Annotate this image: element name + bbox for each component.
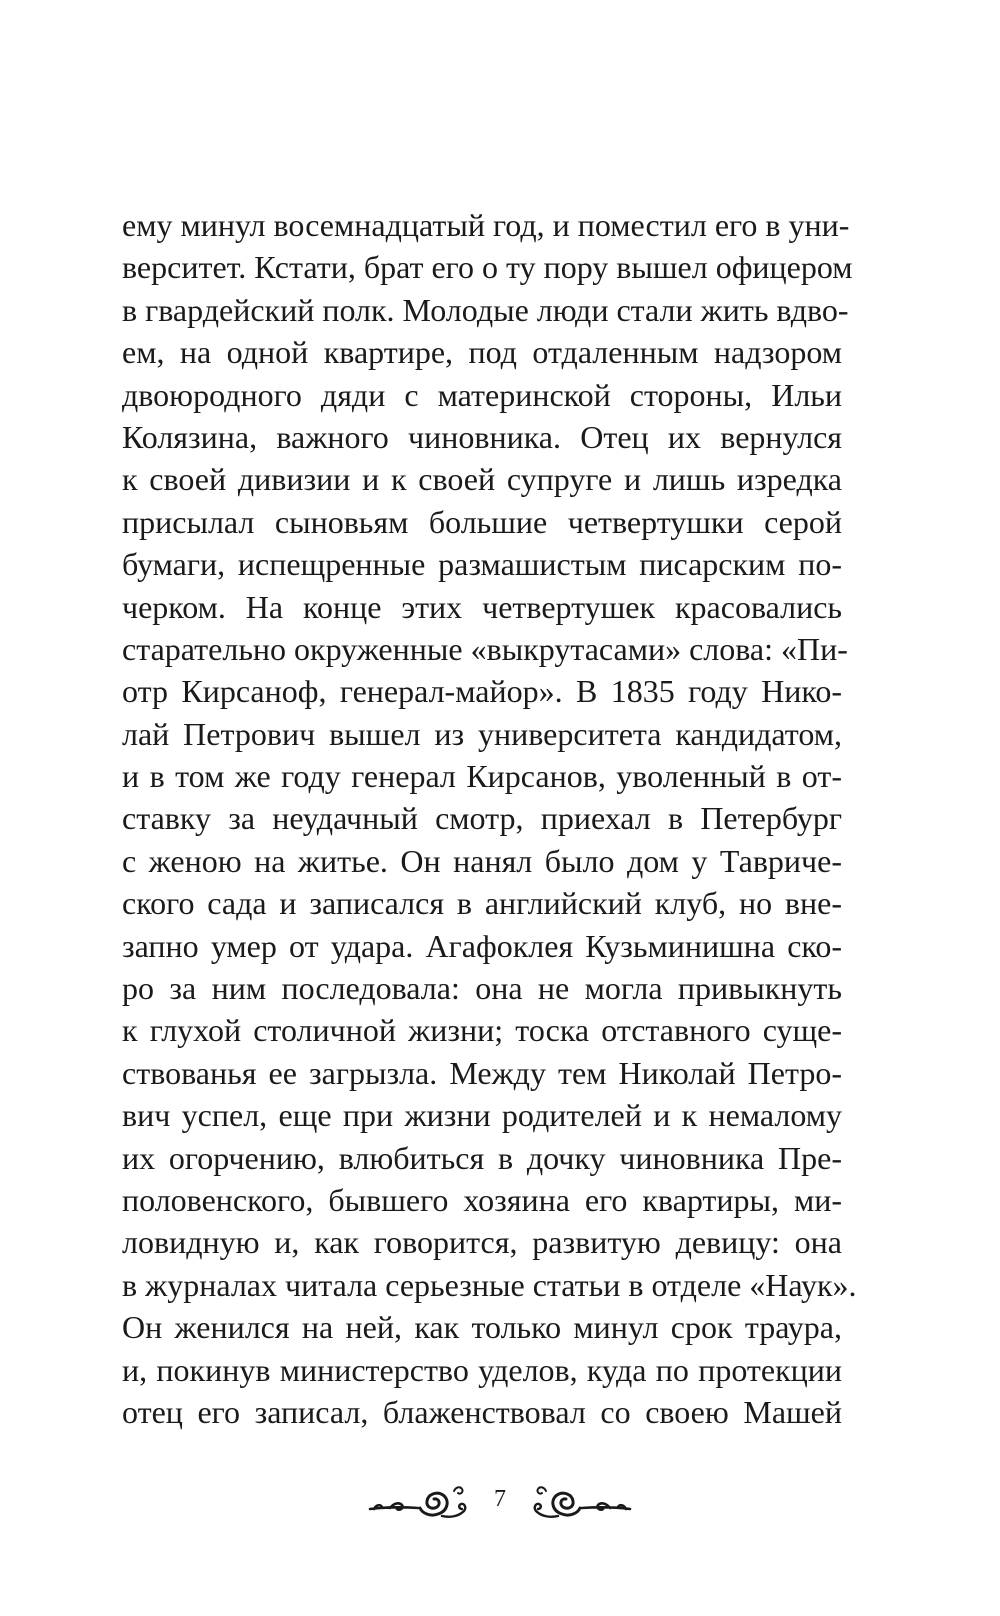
text-line: Он женился на ней, как только минул срок траура,	[122, 1309, 842, 1346]
text-line: в гвардейский полк. Молодые люди стали жить вдво-	[122, 291, 849, 328]
text-line: ро за ним последовала: она не могла привыкнуть	[122, 970, 842, 1007]
text-line: ловидную и, как говорится, развитую девицу: она	[122, 1224, 842, 1261]
text-line: ствованья ее загрызла. Между тем Николай Петро-	[122, 1054, 842, 1091]
text-line: к своей дивизии и к своей супруге и лишь изредка	[122, 461, 842, 498]
text-line: с женою на житье. Он нанял было дом у Тавриче-	[122, 842, 842, 879]
text-line: присылал сыновьям большие четвертушки серой	[122, 503, 842, 540]
text-line: их огорчению, влюбиться в дочку чиновника Пре-	[122, 1139, 842, 1176]
text-line: вич успел, еще при жизни родителей и к немалому	[122, 1097, 842, 1134]
page-number: 7	[494, 1486, 506, 1512]
text-line: запно умер от удара. Агафоклея Кузьминишна ско-	[122, 927, 842, 964]
text-line: старательно окруженные «выкрутасами» слова: «Пи-	[122, 630, 848, 667]
text-line: отр Кирсаноф, генерал-майор». В 1835 году Нико-	[122, 673, 842, 710]
text-line: ставку за неудачный смотр, приехал в Петербург	[122, 800, 842, 837]
text-line: бумаги, испещренные размашистым писарским по-	[122, 546, 842, 583]
text-line: и, покинув министерство уделов, куда по протекции	[122, 1351, 842, 1388]
text-line: черком. На конце этих четвертушек красовались	[122, 588, 842, 625]
page-footer	[0, 1478, 1000, 1528]
text-line: отец его записал, блаженствовал со своею Машей	[122, 1393, 842, 1430]
flourish-ornament-icon	[524, 1483, 632, 1523]
text-line: верситет. Кстати, брат его о ту пору вышел офицером	[122, 249, 853, 286]
text-line: ем, на одной квартире, под отдаленным надзором	[122, 334, 842, 371]
text-line: лай Петрович вышел из университета кандидатом,	[122, 715, 842, 752]
text-line: половенского, бывшего хозяина его квартиры, ми-	[122, 1181, 842, 1218]
text-line: Колязина, важного чиновника. Отец их вернулся	[122, 418, 842, 455]
text-line: ского сада и записался в английский клуб, но вне-	[122, 885, 842, 922]
text-line: ему минул восемнадцатый год, и поместил его в уни-	[122, 207, 850, 243]
text-line: в журналах читала серьезные статьи в отделе «Наук».	[122, 1266, 857, 1303]
text-line: и в том же году генерал Кирсанов, уволенный в от-	[122, 758, 842, 795]
flourish-ornament-icon	[368, 1483, 476, 1523]
body-text	[122, 204, 857, 1433]
text-line: двоюродного дяди с материнской стороны, Ильи	[122, 376, 842, 413]
text-line: к глухой столичной жизни; тоска отставного суще-	[122, 1012, 842, 1049]
